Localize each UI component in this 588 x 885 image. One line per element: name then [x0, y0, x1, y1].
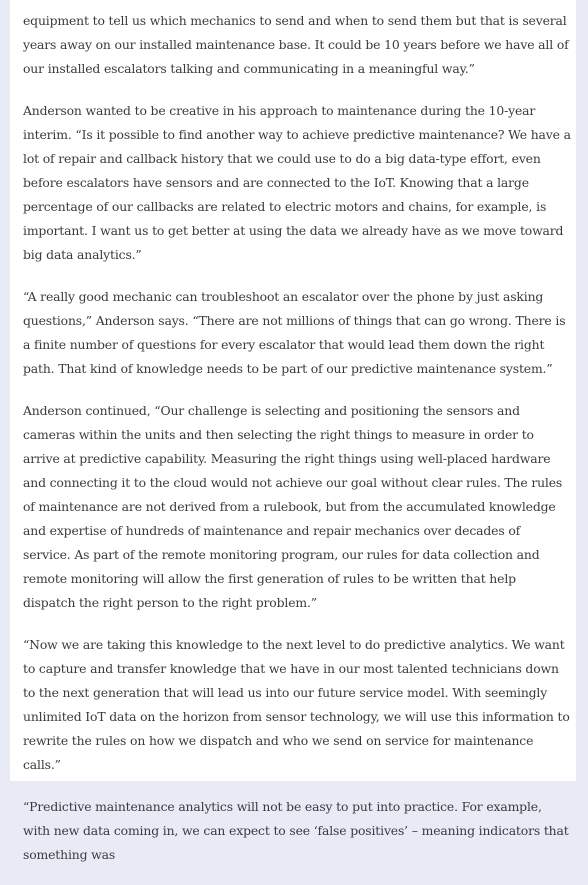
paragraph-3: “A really good mechanic can troubleshoot an escalator over the phone by just asking questions,” Anderson says. “There are not millions of things that can go wrong. There is a finite number of questions for every escalator that would lead them down the right path. That kind of knowledge needs to be part of our predictive maintenance system.” — [23, 289, 566, 376]
document-page — [10, 0, 576, 862]
paragraph-2: Anderson wanted to be creative in his approach to maintenance during the 10-year interim. “Is it possible to find another way to achieve predictive maintenance? We have a lot of repair and callback history that we could use to do a big data-type effort, even before escalators have sensors and are connected to the IoT. Knowing that a large percentage of our callbacks are related to electric motors and chains, for example, is important. I want us to get better at using the data we already have as we move toward big data analytics.” — [23, 103, 571, 262]
paragraph-1: equipment to tell us which mechanics to send and when to send them but that is several years away on our installed maintenance base. It could be 10 years before we have all of our installed escalators talking and communicating in a meaningful way.” — [23, 13, 569, 76]
paragraph-6: “Predictive maintenance analytics will not be easy to put into practice. For example, with new data coming in, we can expect to see ‘false positives’ – meaning indicators that something was — [23, 799, 569, 862]
paragraph-4: Anderson continued, “Our challenge is selecting and positioning the sensors and cameras within the units and then selecting the right things to measure in order to arrive at predictive capability. Measuring the right things using well-placed hardware and connecting it to the cloud would not achieve our goal without clear rules. The rules of maintenance are not derived from a rulebook, but from the accumulated knowledge and expertise of hundreds of maintenance and repair mechanics over decades of service. As part of the remote monitoring program, our rules for data collection and remote monitoring will allow the first generation of rules to be written that help dispatch the right person to the right problem.” — [23, 403, 563, 610]
article-body — [23, 9, 571, 885]
paragraph-5: “Now we are taking this knowledge to the next level to do predictive analytics. We want to capture and transfer knowledge that we have in our most talented technicians down to the next generation that will lead us into our future service model. With seemingly unlimited IoT data on the horizon from sensor technology, we will use this information to rewrite the rules on how we dispatch and who we send on service for maintenance calls.” — [23, 637, 570, 772]
